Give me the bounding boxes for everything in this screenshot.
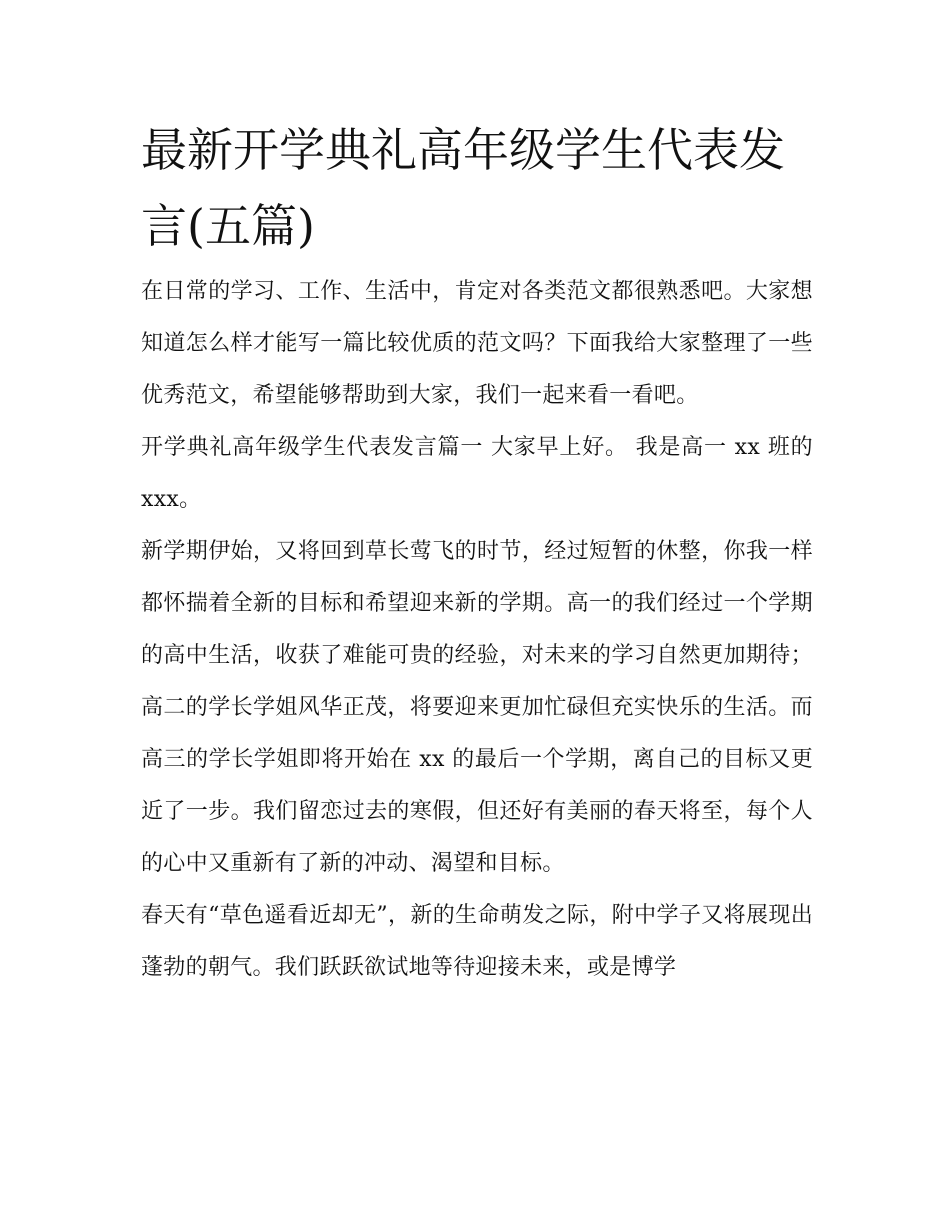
title-block [141,112,813,264]
paragraph-new-semester: 新学期伊始，又将回到草长莺飞的时节，经过短暂的休整，你我一样都怀揣着全新的目标和希望迎来新的学期。高一的我们经过一个学期的高中生活，收获了难能可贵的经验，对未来的学习自然更加期待；高二的学长学姐风华正茂，将要迎来更加忙碌但充实快乐的生活。而高三的学长学姐即将开始在 xx 的最后一个学期，离自己的目标又更近了一步。我们留恋过去的寒假，但还好有美丽的春天将至，每个人的心中又重新有了新的冲动、渴望和目标。 [141,539,813,876]
paragraph-speech-opening: 开学典礼高年级学生代表发言篇一 大家早上好。 我是高一 xx 班的 xxx。 [141,435,813,512]
document-body [141,112,813,994]
paragraph-intro: 在日常的学习、工作、生活中，肯定对各类范文都很熟悉吧。大家想知道怎么样才能写一篇比较优质的范文吗？下面我给大家整理了一些优秀范文，希望能够帮助到大家，我们一起来看一看吧。 [141,279,813,408]
paragraph-spring: 春天有“草色遥看近却无”，新的生命萌发之际，附中学子又将展现出蓬勃的朝气。我们跃跃欲试地等待迎接未来，或是博学 [141,903,813,980]
document-title: 最新开学典礼高年级学生代表发言(五篇) [141,123,785,253]
